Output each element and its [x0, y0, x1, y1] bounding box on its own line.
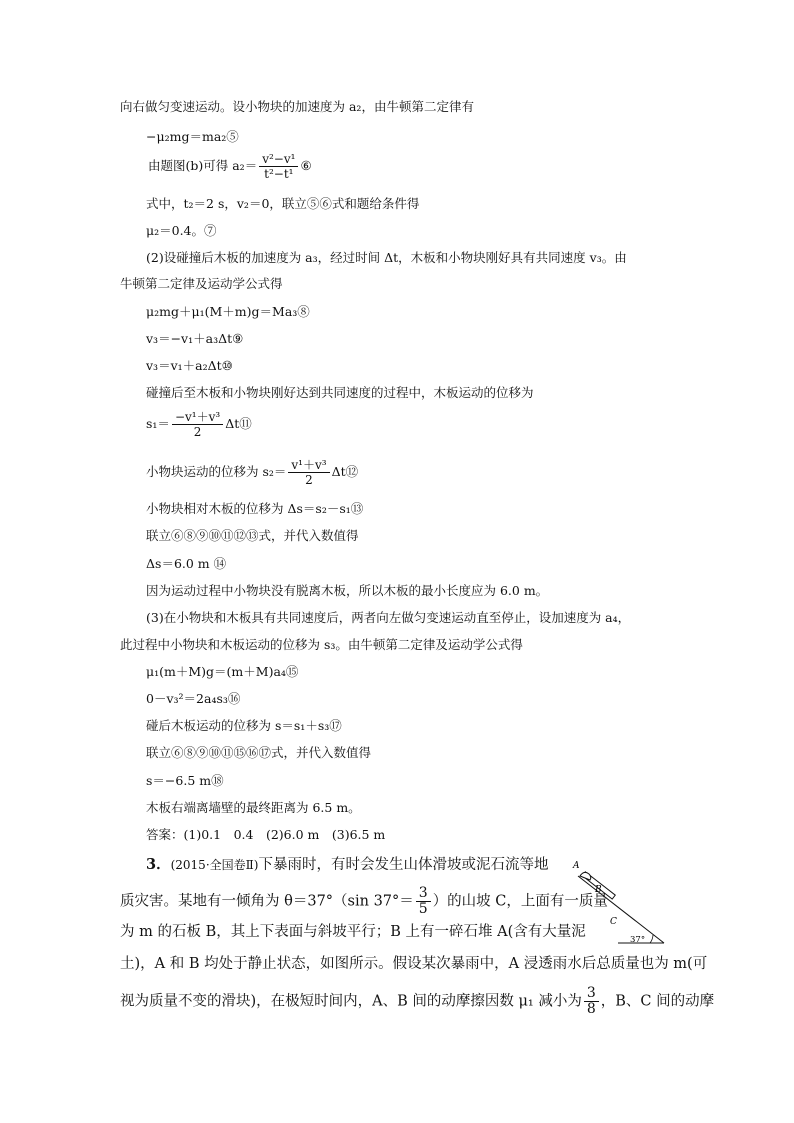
text-line: 木板右端离墙壁的最终距离为 6.5 m。 — [146, 800, 361, 815]
q3-line-3: 为 m 的石板 B，其上下表面与斜坡平行；B 上有一碎石堆 A(含有大量泥 — [120, 924, 586, 940]
q3-line2-suffix: ）的山坡 C，上面有一质量 — [432, 893, 608, 910]
eq11-fraction — [172, 410, 223, 439]
text-line: (3)在小物块和木板具有共同速度后，两者向左做匀变速运动直至停止，设加速度为 a₄， — [146, 610, 631, 625]
text-line: 因为运动过程中小物块没有脱离木板，所以木板的最小长度应为 6.0 m。 — [146, 583, 549, 598]
eq6-numerator: v²−v¹ — [259, 152, 298, 167]
q3-line5-suffix: ，B、C 间的动摩 — [600, 993, 715, 1010]
equation-10: v₃＝v₁＋a₂Δt⑩ — [146, 358, 233, 373]
q3-line-1 — [146, 855, 548, 875]
equation-6 — [148, 152, 312, 181]
sin-fraction — [416, 886, 431, 917]
equation-11 — [146, 410, 252, 439]
equation-18: s＝−6.5 m⑱ — [146, 773, 224, 788]
q3-line5-prefix: 视为质量不变的滑块)，在极短时间内，A、B 间的动摩擦因数 μ₁ 减小为 — [120, 993, 582, 1010]
eq11-prefix: s₁＝ — [146, 416, 170, 431]
eq12-suffix: Δt⑫ — [331, 464, 359, 479]
text-line: 此过程中小物块和木板运动的位移为 s₃。由牛顿第二定律及运动学公式得 — [120, 637, 523, 652]
answer-line: 答案：(1)0.1 0.4 (2)6.0 m (3)6.5 m — [146, 827, 386, 842]
q3-source: (2015·全国卷Ⅱ) — [170, 858, 259, 872]
equation-8: μ₂mg＋μ₁(M＋m)g＝Ma₃⑧ — [146, 304, 310, 319]
eq12-prefix: 小物块运动的位移为 s₂＝ — [146, 464, 287, 479]
q3-line-2 — [120, 886, 608, 917]
q3-text: 下暴雨时，有时会发生山体滑坡或泥石流等地 — [258, 857, 549, 873]
text-line: 碰撞后至木板和小物块刚好达到共同速度的过程中，木板运动的位移为 — [146, 385, 534, 400]
eq12-denominator: 2 — [305, 473, 313, 487]
eq6-fraction — [259, 152, 298, 181]
equation-12 — [146, 458, 358, 487]
eq12-fraction — [288, 458, 329, 487]
eq6-prefix: 由题图(b)可得 a₂＝ — [148, 158, 258, 173]
text-line: 联立⑥⑧⑨⑩⑪⑫⑬式，并代入数值得 — [146, 528, 359, 543]
text-line: 牛顿第二定律及运动学公式得 — [120, 276, 283, 291]
equation-9: v₃＝−v₁＋a₃Δt⑨ — [146, 331, 244, 346]
equation-15: μ₁(m＋M)g＝(m＋M)a₄⑮ — [146, 664, 299, 679]
equation-17: 碰后木板运动的位移为 s＝s₁＋s₃⑰ — [146, 718, 342, 733]
sin-numerator: 3 — [416, 886, 431, 902]
sin-denominator: 5 — [418, 901, 428, 917]
mu-fraction — [584, 986, 599, 1017]
eq11-numerator: −v¹＋v³ — [172, 410, 223, 425]
eq11-suffix: Δt⑪ — [225, 416, 252, 431]
q3-line-4: 土)，A 和 B 均处于静止状态，如图所示。假设某次暴雨中，A 浸透雨水后总质量也为 m(可 — [120, 956, 708, 972]
mu-numerator: 3 — [584, 986, 599, 1002]
text-line: 式中，t₂＝2 s，v₂＝0，联立⑤⑥式和题给条件得 — [146, 196, 420, 211]
label-c: C — [610, 917, 617, 927]
eq6-suffix: ⑥ — [300, 158, 312, 173]
eq11-denominator: 2 — [193, 425, 202, 439]
equation-16: 0－v₃²＝2a₄s₃⑯ — [146, 691, 241, 706]
eq6-denominator: t²−t¹ — [264, 167, 294, 181]
equation-13: 小物块相对木板的位移为 Δs＝s₂－s₁⑬ — [146, 501, 364, 516]
angle-label: 37° — [630, 935, 646, 945]
mu-denominator: 8 — [586, 1001, 596, 1017]
q3-number: 3． — [146, 856, 171, 873]
text-line: 联立⑥⑧⑨⑩⑪⑮⑯⑰式，并代入数值得 — [146, 745, 372, 760]
slope-surface — [578, 876, 664, 943]
q3-line2-prefix: 质灾害。某地有一倾角为 θ＝37°（sin 37°＝ — [120, 893, 414, 910]
text-line: (2)设碰撞后木板的加速度为 a₃，经过时间 Δt，木板和小物块刚好具有共同速度 v₃。由 — [146, 250, 627, 265]
slope-diagram — [558, 856, 670, 946]
text-line: 向右做匀变速运动。设小物块的加速度为 a₂，由牛顿第二定律有 — [120, 99, 474, 114]
equation-14: Δs＝6.0 m ⑭ — [146, 556, 227, 571]
equation-5: −μ₂mg＝ma₂⑤ — [146, 129, 239, 144]
q3-line-5 — [120, 986, 714, 1017]
label-b: B — [595, 885, 602, 895]
label-a: A — [573, 861, 580, 871]
equation-7: μ₂＝0.4。⑦ — [146, 223, 217, 238]
eq12-numerator: v¹＋v³ — [288, 458, 329, 473]
angle-arc — [650, 935, 653, 943]
